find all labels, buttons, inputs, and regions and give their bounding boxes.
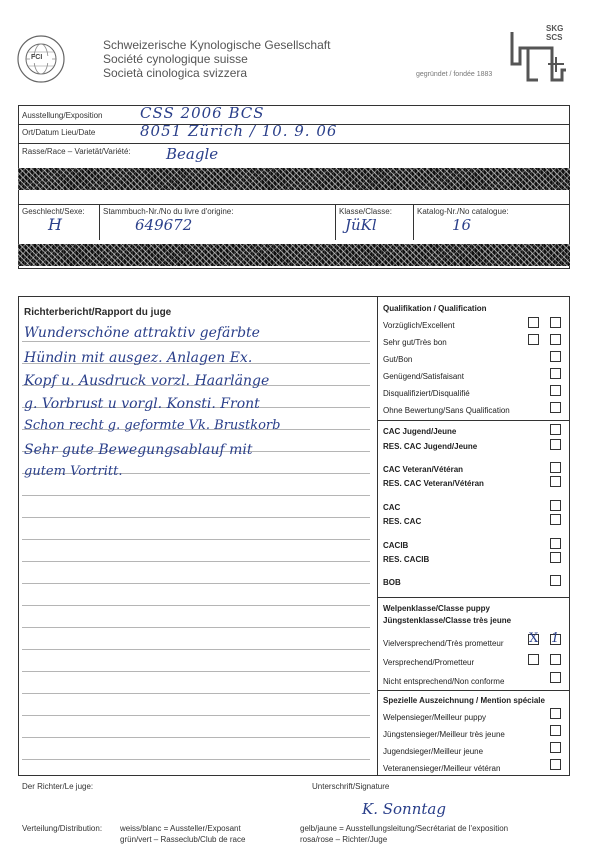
sex-label: Geschlecht/Sexe: — [22, 207, 85, 216]
special-veteran-checkbox[interactable] — [550, 759, 561, 770]
judge-signature[interactable]: K. Sonntag — [362, 800, 446, 818]
puppy-very-promising-rank: 1 — [551, 631, 560, 646]
ruled-line — [22, 759, 370, 760]
qual-very-good-rank-box[interactable] — [550, 334, 561, 345]
ruled-line — [22, 583, 370, 584]
ruled-line — [22, 605, 370, 606]
cac: CAC — [383, 503, 401, 512]
special-very-young-checkbox[interactable] — [550, 725, 561, 736]
report-line[interactable]: gutem Vortritt. — [24, 464, 123, 479]
qual-no-rating: Ohne Bewertung/Sans Qualification — [383, 406, 510, 415]
ruled-line — [22, 737, 370, 738]
cac-veteran: CAC Veteran/Vétéran — [383, 465, 464, 474]
qual-very-good-checkbox[interactable] — [528, 334, 539, 345]
qual-good-checkbox[interactable] — [550, 351, 561, 362]
bob-checkbox[interactable] — [550, 575, 561, 586]
puppy-not-conform: Nicht entsprechend/Non conforme — [383, 677, 505, 686]
qual-satisfactory: Genügend/Satisfaisant — [383, 372, 464, 381]
puppy-very-promising: Vielversprechend/Très prometteur — [383, 639, 504, 648]
redacted-owner-bar — [18, 244, 570, 266]
qual-excellent-checkbox[interactable] — [528, 317, 539, 328]
young-class-title: Jüngstenklasse/Classe très jeune — [383, 616, 512, 625]
org-name-it: Società cinologica svizzera — [103, 66, 248, 80]
signature-label: Unterschrift/Signature — [312, 782, 390, 791]
place-date-label: Ort/Datum Lieu/Date — [22, 128, 96, 137]
puppy-not-conform-checkbox[interactable] — [550, 672, 561, 683]
distribution-yellow: gelb/jaune = Ausstellungsleitung/Secrétariat de l'exposition — [300, 824, 509, 833]
res-cacib: RES. CACIB — [383, 555, 430, 564]
ruled-line — [22, 341, 370, 342]
cac-jeune: CAC Jugend/Jeune — [383, 427, 457, 436]
ruled-line — [22, 715, 370, 716]
special-mention-title: Spezielle Auszeichnung / Mention spéciale — [383, 696, 545, 705]
divider — [413, 204, 414, 240]
divider — [99, 204, 100, 240]
ruled-line — [22, 539, 370, 540]
ruled-line — [22, 495, 370, 496]
bob: BOB — [383, 578, 401, 587]
skg-logo-line2: SCS — [546, 33, 563, 42]
puppy-class-title: Welpenklasse/Classe puppy — [383, 604, 491, 613]
ruled-line — [22, 561, 370, 562]
special-very-young: Jüngstensieger/Meilleur très jeune — [383, 730, 505, 739]
report-title — [24, 307, 171, 318]
special-junior: Jugendsieger/Meilleur jeune — [383, 747, 484, 756]
res-cacib-checkbox[interactable] — [550, 552, 561, 563]
qual-no-rating-checkbox[interactable] — [550, 402, 561, 413]
breed-label: Rasse/Race – Varietät/Variété: — [22, 147, 131, 156]
puppy-very-promising-x-mark: X — [529, 631, 539, 646]
distribution-green: grün/vert – Rasseclub/Club de race — [120, 835, 246, 844]
exhibition-value[interactable]: CSS 2006 BCS — [140, 104, 265, 122]
skg-logo — [508, 24, 574, 84]
puppy-promising: Versprechend/Prometteur — [383, 658, 475, 667]
founded-text: gegründet / fondée 1883 — [416, 71, 493, 78]
report-line[interactable]: Kopf u. Ausdruck vorzl. Haarlänge — [24, 373, 270, 389]
ruled-line — [22, 627, 370, 628]
divider — [377, 420, 570, 421]
org-name-fr: Société cynologique suisse — [103, 52, 248, 66]
fci-logo-text: FCI — [31, 54, 43, 61]
catalogue-label: Katalog-Nr./No catalogue: — [417, 207, 509, 216]
class-label: Klasse/Classe: — [339, 207, 392, 216]
studbook-label: Stammbuch-Nr./No du livre d'origine: — [103, 207, 234, 216]
redacted-name-bar — [18, 168, 570, 190]
breed-value[interactable]: Beagle — [166, 145, 219, 163]
qualification-title: Qualifikation / Qualification — [383, 304, 487, 313]
report-title-de: Richterbericht — [24, 307, 92, 318]
catalogue-value[interactable]: 16 — [452, 216, 472, 234]
res-cac-checkbox[interactable] — [550, 514, 561, 525]
fci-logo — [16, 34, 66, 84]
ruled-line — [22, 671, 370, 672]
fci-ring-text — [16, 34, 17, 35]
qual-good: Gut/Bon — [383, 355, 413, 364]
ruled-line — [22, 517, 370, 518]
cac-jeune-checkbox[interactable] — [550, 424, 561, 435]
ruled-line — [22, 693, 370, 694]
divider — [18, 204, 570, 205]
report-title-fr: /Rapport du juge — [91, 307, 172, 318]
divider — [377, 296, 378, 776]
cac-checkbox[interactable] — [550, 500, 561, 511]
special-puppy: Welpensieger/Meilleur puppy — [383, 713, 487, 722]
puppy-promising-rank-box[interactable] — [550, 654, 561, 665]
divider — [377, 690, 570, 691]
org-name-de: Schweizerische Kynologische Gesellschaft — [103, 38, 331, 52]
distribution-label: Verteilung/Distribution: — [22, 824, 103, 833]
studbook-value[interactable]: 649672 — [135, 216, 193, 234]
cacib-checkbox[interactable] — [550, 538, 561, 549]
special-puppy-checkbox[interactable] — [550, 708, 561, 719]
report-line[interactable]: Sehr gute Bewegungsablauf mit — [24, 442, 253, 458]
res-cac-veteran-checkbox[interactable] — [550, 476, 561, 487]
res-cac-jeune: RES. CAC Jugend/Jeune — [383, 442, 478, 451]
place-date-value[interactable]: 8051 Zürich / 10. 9. 06 — [140, 122, 338, 140]
res-cac: RES. CAC — [383, 517, 422, 526]
report-line[interactable]: g. Vorbrust u vorgl. Konsti. Front — [24, 396, 260, 412]
report-line[interactable]: Hündin mit ausgez. Anlagen Ex. — [24, 350, 253, 366]
divider — [377, 597, 570, 598]
exhibition-label: Ausstellung/Exposition — [22, 111, 103, 120]
class-value[interactable]: JüKl — [345, 216, 377, 234]
qual-very-good: Sehr gut/Très bon — [383, 338, 447, 347]
res-cac-jeune-checkbox[interactable] — [550, 439, 561, 450]
special-veteran: Veteranensieger/Meilleur vétéran — [383, 764, 501, 773]
dog-icon — [508, 24, 574, 84]
distribution-pink: rosa/rose – Richter/Juge — [300, 835, 388, 844]
report-line[interactable]: Schon recht g. geformte Vk. Brustkorb — [24, 418, 281, 433]
qual-excellent-rank-box[interactable] — [550, 317, 561, 328]
judge-label: Der Richter/Le juge: — [22, 782, 94, 791]
cacib: CACIB — [383, 541, 409, 550]
special-junior-checkbox[interactable] — [550, 742, 561, 753]
ruled-line — [22, 649, 370, 650]
puppy-promising-checkbox[interactable] — [528, 654, 539, 665]
report-line[interactable]: Wunderschöne attraktiv gefärbte — [24, 325, 260, 341]
sex-value[interactable]: H — [48, 215, 62, 234]
cac-veteran-checkbox[interactable] — [550, 462, 561, 473]
qual-disqualified-checkbox[interactable] — [550, 385, 561, 396]
distribution-white: weiss/blanc = Aussteller/Exposant — [120, 824, 241, 833]
divider — [18, 143, 570, 144]
qual-excellent: Vorzüglich/Excellent — [383, 321, 455, 330]
qual-disqualified: Disqualifiziert/Disqualifié — [383, 389, 470, 398]
skg-logo-line1: SKG — [546, 24, 564, 33]
qual-satisfactory-checkbox[interactable] — [550, 368, 561, 379]
res-cac-veteran: RES. CAC Veteran/Vétéran — [383, 479, 484, 488]
divider — [335, 204, 336, 240]
